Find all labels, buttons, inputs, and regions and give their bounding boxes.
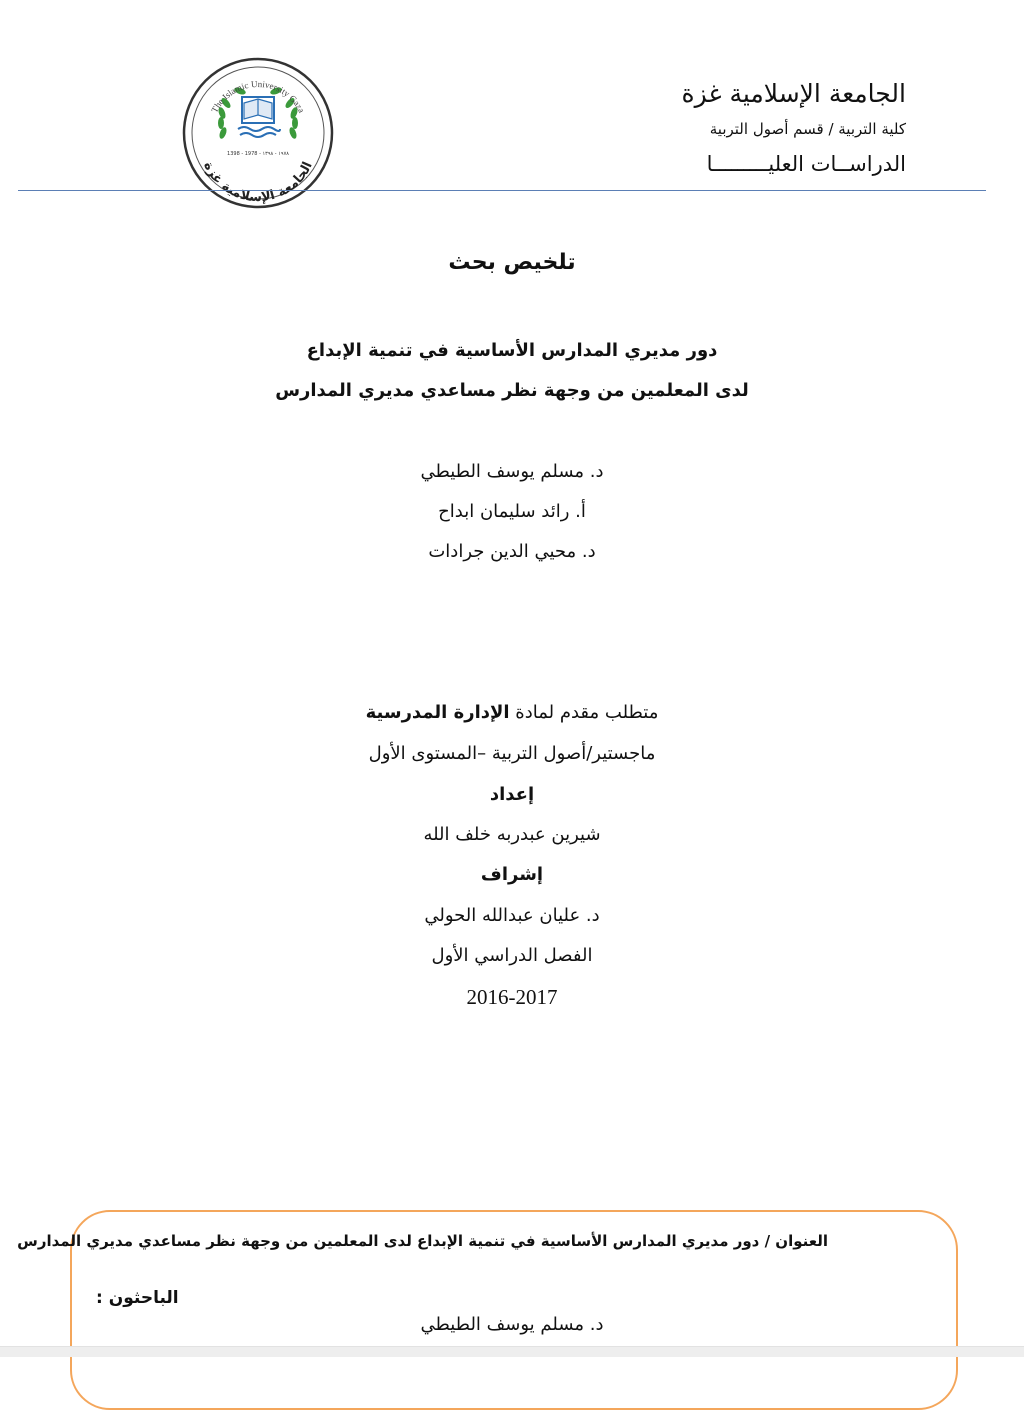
author-2: أ. رائد سليمان ابداح <box>438 501 586 522</box>
graduate-studies: الدراســات العليـــــــــا <box>706 152 906 176</box>
requirement-prefix: متطلب مقدم لمادة <box>509 702 659 723</box>
prepared-by-label: إعداد <box>489 784 535 805</box>
academic-year: 2016-2017 <box>466 985 558 1009</box>
svg-text:The Islamic University Gaza: The Islamic University Gaza <box>209 78 307 115</box>
summary-title-label: العنوان / <box>759 1232 828 1250</box>
summary-first-author: د. مسلم يوسف الطيطي <box>420 1314 604 1335</box>
document-type: تلخيص بحث <box>448 250 576 275</box>
horizontal-scrollbar[interactable] <box>0 1346 1024 1357</box>
svg-text:الجامعة الإسلامية غزة: الجامعة الإسلامية غزة <box>200 159 316 206</box>
header-divider <box>18 190 986 191</box>
course-requirement <box>0 702 1024 723</box>
supervisor-name: د. عليان عبدالله الحولي <box>424 905 600 926</box>
program-level: ماجستير/أصول التربية –المستوى الأول <box>368 743 656 764</box>
author-3: د. محيي الدين جرادات <box>428 541 596 562</box>
supervision-label: إشراف <box>480 864 544 885</box>
svg-text:1398 - 1978 - ١٩٧٨ - ١٣٩٨: 1398 - 1978 - ١٩٧٨ - ١٣٩٨ <box>227 151 289 157</box>
university-name: الجامعة الإسلامية غزة <box>681 79 906 108</box>
preparer-name: شيرين عبدربه خلف الله <box>423 824 601 845</box>
summary-title-text: دور مديري المدارس الأساسية في تنمية الإبداع لدى المعلمين من وجهة نظر مساعدي مديري المدارس <box>17 1232 760 1250</box>
letterhead <box>682 76 906 180</box>
research-title-line-2: لدى المعلمين من وجهة نظر مساعدي مديري المدارس <box>275 380 749 401</box>
author-1: د. مسلم يوسف الطيطي <box>420 461 604 482</box>
university-seal-icon <box>182 57 334 209</box>
course-name: الإدارة المدرسية <box>365 702 510 723</box>
faculty-department: كلية التربية / قسم أصول التربية <box>709 120 906 138</box>
researchers-label: الباحثون : <box>96 1288 179 1308</box>
semester: الفصل الدراسي الأول <box>431 945 593 966</box>
research-title-line-1: دور مديري المدارس الأساسية في تنمية الإبداع <box>306 340 718 361</box>
summary-title <box>17 1232 828 1250</box>
